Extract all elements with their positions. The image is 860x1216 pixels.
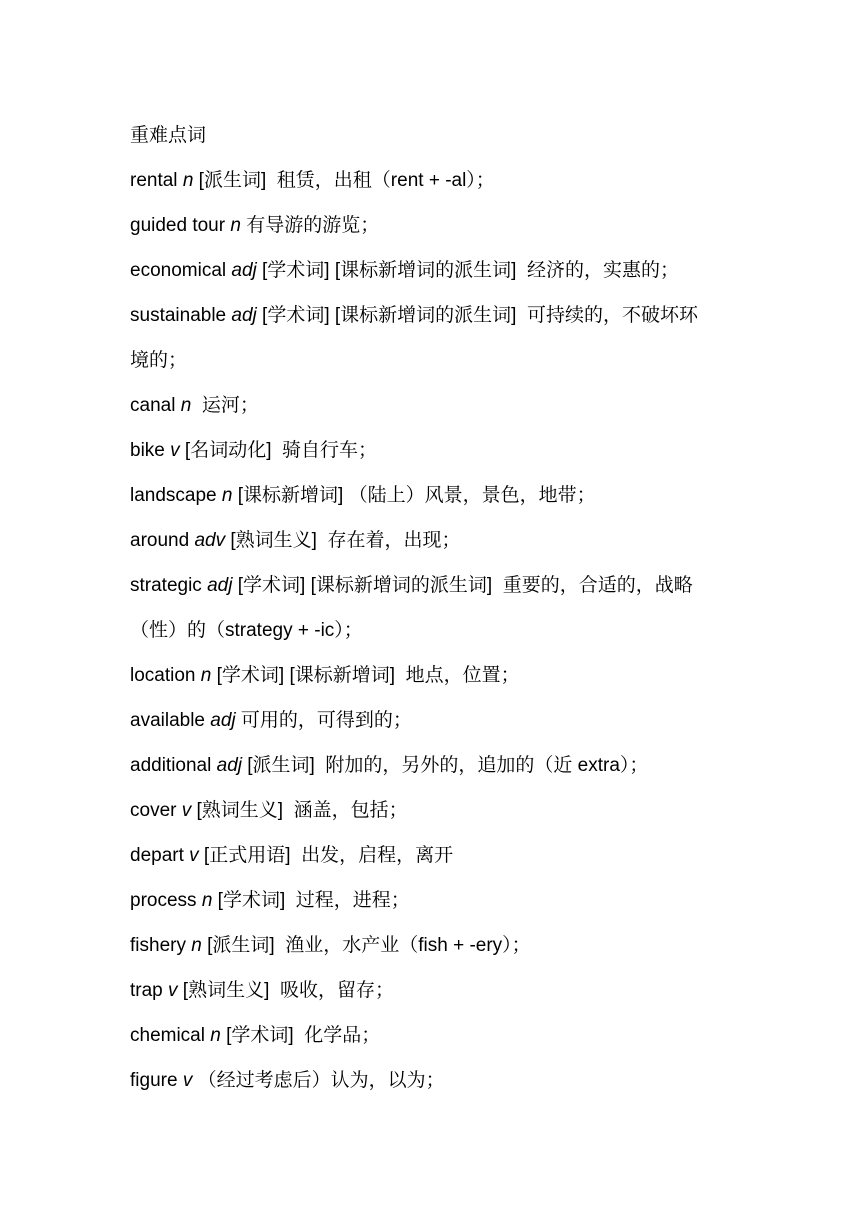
entry-word: economical	[130, 260, 227, 281]
entry-pos: adj	[210, 710, 236, 731]
vocab-entry	[130, 248, 742, 293]
entry-gloss: 重要的，合适的，战略	[502, 575, 693, 596]
entry-tags: [熟词生义]	[225, 530, 328, 551]
entry-word: canal	[130, 395, 176, 416]
vocab-entry-continuation: （性）的（strategy + -ic）；	[130, 620, 363, 641]
entry-gloss: 地点，位置；	[405, 665, 520, 686]
entry-tags: [学术词]	[220, 1025, 305, 1046]
vocab-entry	[130, 203, 742, 248]
entry-word: around	[130, 530, 190, 551]
vocab-entry	[130, 878, 742, 923]
entry-pos: adj	[231, 305, 257, 326]
entry-pos: adj	[231, 260, 257, 281]
vocab-entry	[130, 518, 742, 563]
entry-pos: v	[181, 800, 192, 821]
entry-pos: v	[168, 980, 178, 1001]
entry-gloss: 附加的，另外的，追加的（近 extra）；	[325, 755, 649, 776]
entry-word: cover	[130, 800, 177, 821]
entry-gloss: 渔业，水产业（fish + -ery）；	[285, 935, 531, 956]
entry-tags: [学术词] [课标新增词的派生词]	[232, 575, 503, 596]
entry-word: landscape	[130, 485, 217, 506]
vocab-entry	[130, 698, 742, 743]
entry-gloss: 存在着，出现；	[327, 530, 461, 551]
entry-word: guided tour	[130, 215, 226, 236]
entry-tags: [学术词] [课标新增词的派生词]	[256, 260, 527, 281]
entry-pos: adj	[207, 575, 233, 596]
vocab-entry	[130, 653, 742, 698]
vocab-entry	[130, 428, 742, 473]
vocab-entry-continuation: 境的；	[130, 350, 188, 371]
entry-tags: [学术词]	[212, 890, 296, 911]
vocab-entry	[130, 1013, 742, 1058]
vocab-entry	[130, 1058, 742, 1103]
vocab-entry	[130, 923, 742, 968]
entry-word: figure	[130, 1070, 178, 1091]
entry-tags: [正式用语]	[198, 845, 302, 866]
vocab-entry	[130, 158, 742, 203]
entry-pos: adv	[194, 530, 226, 551]
entry-word: rental	[130, 170, 178, 191]
entry-word: chemical	[130, 1025, 205, 1046]
entry-word: bike	[130, 440, 165, 461]
entry-tags: [熟词生义]	[177, 980, 280, 1001]
entry-pos: v	[189, 845, 199, 866]
entry-gloss: 吸收，留存；	[279, 980, 394, 1001]
vocab-entry	[130, 383, 742, 428]
entry-tags: [学术词] [课标新增词的派生词]	[256, 305, 527, 326]
entry-pos: v	[182, 1070, 193, 1091]
entry-tags: [课标新增词]	[232, 485, 349, 506]
entry-tags	[191, 395, 202, 416]
entry-pos: n	[230, 215, 241, 236]
vocab-entry	[130, 833, 742, 878]
entry-gloss: 有导游的游览；	[246, 215, 380, 236]
vocab-entry	[130, 743, 742, 788]
entry-gloss: 运河；	[201, 395, 259, 416]
entry-pos: n	[201, 890, 213, 911]
entry-gloss: 涵盖，包括；	[293, 800, 408, 821]
entry-gloss: （陆上）风景，景色，地带；	[348, 485, 596, 506]
entry-tags: [派生词]	[241, 755, 326, 776]
entry-gloss: 化学品；	[304, 1025, 381, 1046]
entry-pos: adj	[216, 755, 242, 776]
entry-gloss: 骑自行车；	[282, 440, 378, 461]
entry-pos: n	[221, 485, 233, 506]
entry-gloss: （经过考虑后）认为，以为；	[197, 1070, 445, 1091]
entry-pos: n	[180, 395, 192, 416]
entry-word: additional	[130, 755, 212, 776]
entry-word: fishery	[130, 935, 186, 956]
entry-gloss: 可用的，可得到的；	[240, 710, 412, 731]
vocabulary-page	[130, 113, 742, 1103]
entry-pos: n	[191, 935, 202, 956]
entry-word: location	[130, 665, 196, 686]
vocab-entry	[130, 788, 742, 833]
entry-tags: [派生词]	[193, 170, 277, 191]
entry-word: sustainable	[130, 305, 227, 326]
entry-word: process	[130, 890, 197, 911]
entry-pos: n	[182, 170, 194, 191]
entry-word: depart	[130, 845, 184, 866]
entry-tags: [熟词生义]	[191, 800, 294, 821]
entry-word: strategic	[130, 575, 202, 596]
vocab-entry	[130, 968, 742, 1013]
entry-tags: [派生词]	[201, 935, 286, 956]
entry-pos: n	[210, 1025, 221, 1046]
entry-gloss: 可持续的，不破坏环	[527, 305, 699, 326]
entry-gloss: 经济的，实惠的；	[526, 260, 679, 281]
entry-tags: [名词动化]	[179, 440, 283, 461]
entry-pos: v	[170, 440, 180, 461]
entry-gloss: 租赁，出租（rent + -al）；	[276, 170, 495, 191]
entry-pos: n	[200, 665, 212, 686]
entry-gloss: 出发，启程，离开	[301, 845, 454, 866]
vocab-entry	[130, 473, 742, 518]
section-title: 重难点词	[130, 125, 207, 146]
vocab-entry	[130, 563, 742, 608]
entry-tags: [学术词] [课标新增词]	[211, 665, 406, 686]
entry-word: trap	[130, 980, 163, 1001]
vocab-entry	[130, 293, 742, 338]
entry-word: available	[130, 710, 205, 731]
entry-gloss: 过程，进程；	[295, 890, 410, 911]
